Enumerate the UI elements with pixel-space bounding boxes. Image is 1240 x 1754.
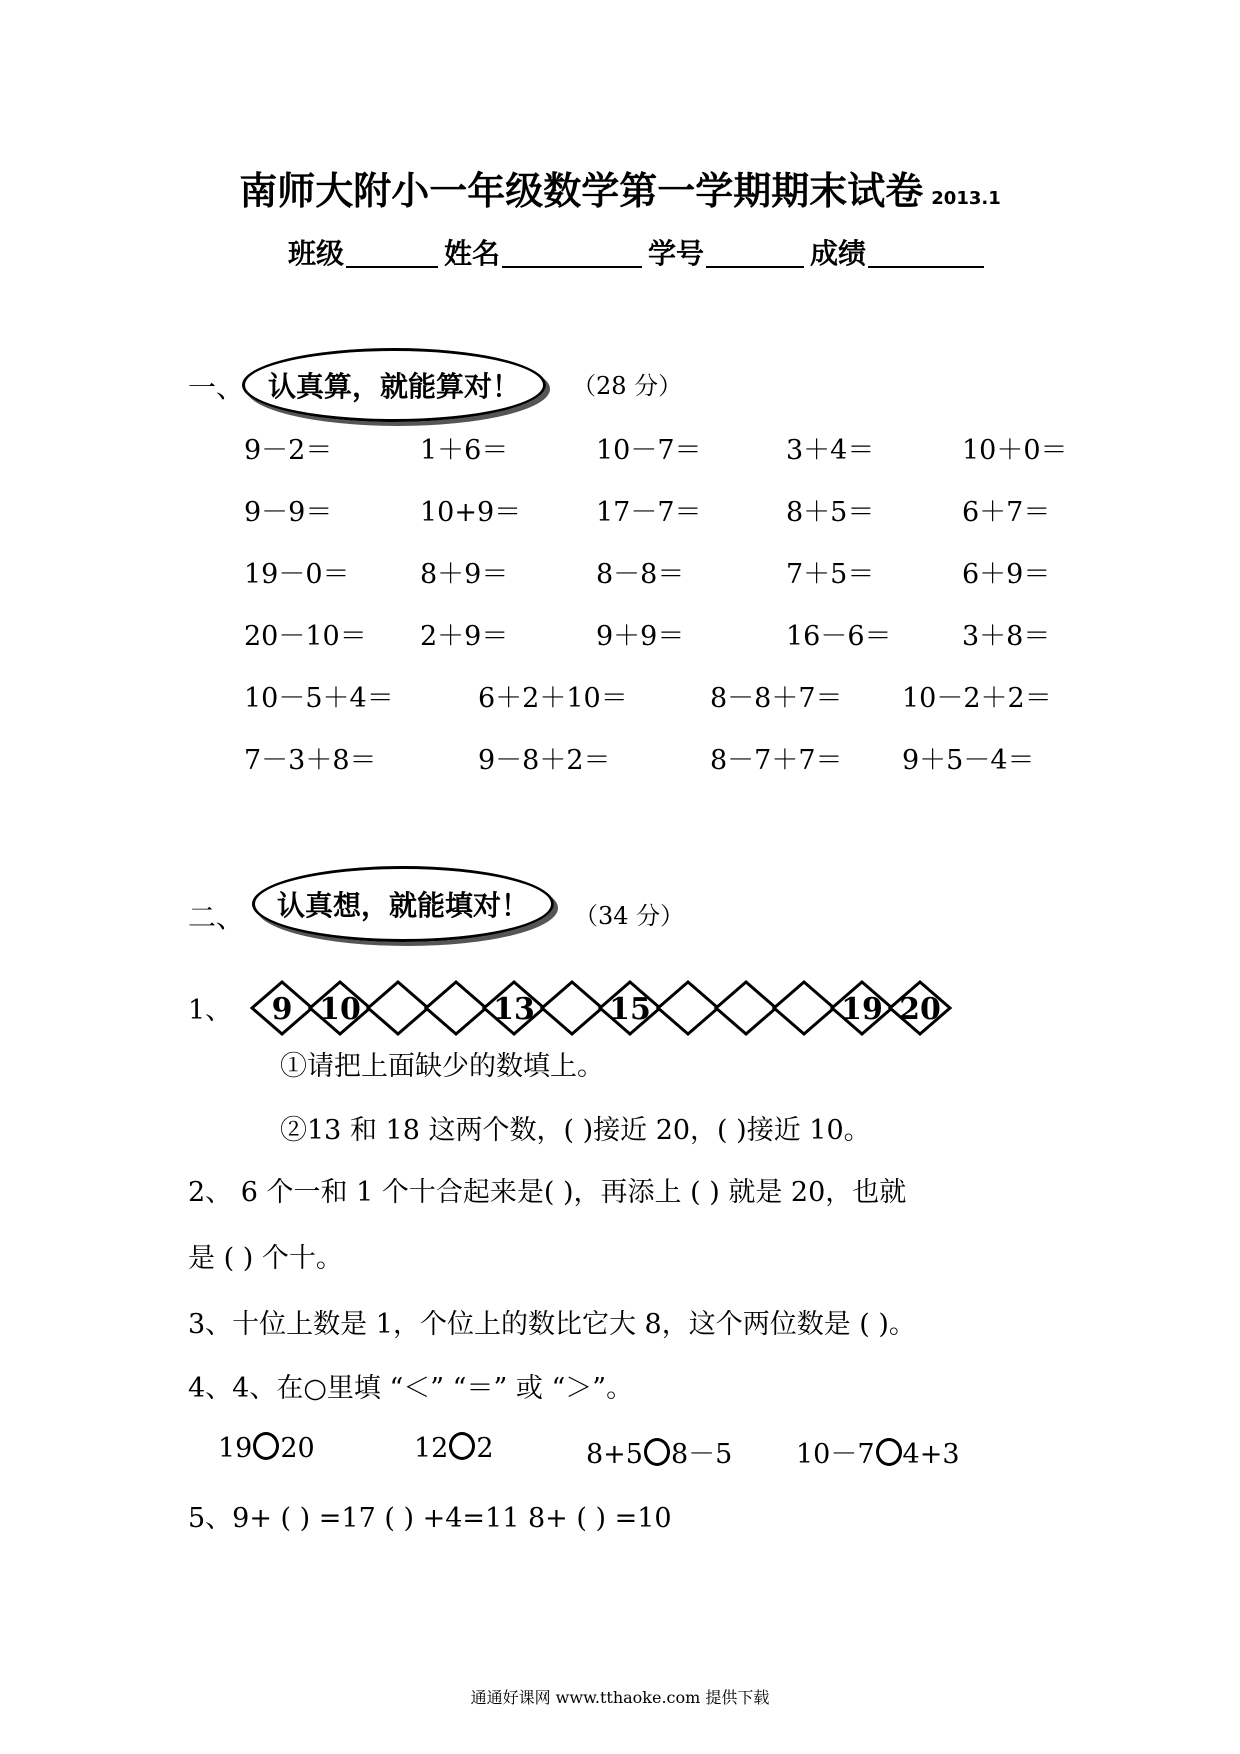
calc-item: 6＋7＝ xyxy=(962,497,1051,528)
diamond-number: 19 xyxy=(841,992,883,1027)
q4-item-1-left: 19 xyxy=(218,1433,253,1464)
calc-item: 8＋9＝ xyxy=(420,559,509,590)
diamond-number: 10 xyxy=(319,992,361,1027)
q4-item-4-left: 10－7 xyxy=(796,1439,875,1470)
number-diamond[interactable] xyxy=(542,982,602,1034)
compare-circle-icon[interactable] xyxy=(253,1432,279,1460)
calc-item: 1＋6＝ xyxy=(420,435,509,466)
calc-item: 9＋9＝ xyxy=(596,621,685,652)
class-blank[interactable] xyxy=(346,236,438,268)
calc-item: 8－8＝ xyxy=(596,559,685,590)
number-blank[interactable] xyxy=(706,236,804,268)
section1-number: 一、 xyxy=(188,371,245,404)
diamond-number: 13 xyxy=(493,992,535,1027)
calc-item: 7＋5＝ xyxy=(786,559,875,590)
calc-item: 10＋0＝ xyxy=(962,435,1068,466)
section1-badge-text: 认真算，就能算对！ xyxy=(267,370,520,403)
q4-item-2-right: 2 xyxy=(476,1433,494,1464)
calc-item: 17－7＝ xyxy=(596,497,702,528)
q4-item-3-left: 8+5 xyxy=(586,1439,643,1470)
number-diamond[interactable] xyxy=(658,982,718,1034)
student-info-row xyxy=(288,232,990,272)
calc-item: 6＋2＋10＝ xyxy=(478,683,628,714)
q4-item-2-left: 12 xyxy=(414,1433,449,1464)
q4-text: 4、4、在○里填 “＜” “＝” 或 “＞”。 xyxy=(188,1373,634,1404)
number-diamond[interactable] xyxy=(774,982,834,1034)
number-diamond[interactable] xyxy=(368,982,428,1034)
number-label: 学号 xyxy=(648,237,705,270)
number-diamond xyxy=(890,982,950,1034)
number-diamond xyxy=(310,982,370,1034)
section2-badge xyxy=(252,866,554,942)
calc-item: 16－6＝ xyxy=(786,621,892,652)
section1-points: （28 分） xyxy=(572,372,683,400)
calc-item: 10－2＋2＝ xyxy=(902,683,1052,714)
diamond-number: 15 xyxy=(609,992,651,1027)
calc-item: 8－7＋7＝ xyxy=(710,745,843,776)
compare-circle-icon[interactable] xyxy=(449,1432,475,1460)
score-blank[interactable] xyxy=(868,236,984,268)
section2-badge-text: 认真想，就能填对！ xyxy=(276,889,529,922)
class-label: 班级 xyxy=(288,237,345,270)
q1-label: 1、 xyxy=(188,995,233,1026)
number-diamond[interactable] xyxy=(716,982,776,1034)
page-title xyxy=(0,160,1240,215)
score-label: 成绩 xyxy=(810,237,867,270)
q4-item-3 xyxy=(586,1432,732,1471)
number-diamond[interactable] xyxy=(426,982,486,1034)
calc-item: 19－0＝ xyxy=(244,559,350,590)
title-text: 南师大附小一年级数学第一学期期末试卷 xyxy=(239,169,924,213)
section2-number: 二、 xyxy=(188,901,245,934)
q1-instruction-2: ②13 和 18 这两个数，( )接近 20，( )接近 10。 xyxy=(280,1115,871,1146)
calc-item: 9－2＝ xyxy=(244,435,333,466)
diamond-shape xyxy=(368,982,428,1034)
q5-text: 5、9+ ( ) =17 ( ) +4=11 8+ ( ) =10 xyxy=(188,1503,672,1534)
calc-item: 3＋4＝ xyxy=(786,435,875,466)
q4-item-1-right: 20 xyxy=(280,1433,315,1464)
calc-item: 10－7＝ xyxy=(596,435,702,466)
diamond-shape xyxy=(774,982,834,1034)
diamond-shape xyxy=(658,982,718,1034)
diamond-shape xyxy=(426,982,486,1034)
q4-item-4 xyxy=(796,1432,960,1471)
compare-circle-icon[interactable] xyxy=(644,1438,670,1466)
calc-item: 2＋9＝ xyxy=(420,621,509,652)
section1-badge xyxy=(242,348,546,422)
calc-item: 9－9＝ xyxy=(244,497,333,528)
calc-item: 9＋5－4＝ xyxy=(902,745,1035,776)
page-footer: 通通好课网 www.tthaoke.com 提供下载 xyxy=(470,1688,770,1707)
q2-line-2: 是 ( ) 个十。 xyxy=(188,1243,343,1274)
diamond-shape xyxy=(542,982,602,1034)
compare-circle-icon[interactable] xyxy=(876,1438,902,1466)
number-diamond xyxy=(832,982,892,1034)
calc-item: 10+9＝ xyxy=(420,497,522,528)
q1-instruction-1: ①请把上面缺少的数填上。 xyxy=(280,1051,604,1082)
q3-text: 3、十位上数是 1，个位上的数比它大 8，这个两位数是 ( )。 xyxy=(188,1309,916,1340)
section2-points: （34 分） xyxy=(574,902,685,930)
number-diamond xyxy=(484,982,544,1034)
q4-item-4-right: 4+3 xyxy=(902,1439,960,1470)
calc-item: 20－10＝ xyxy=(244,621,367,652)
title-year: 2013.1 xyxy=(931,188,1001,209)
calc-item: 8－8＋7＝ xyxy=(710,683,843,714)
number-diamond xyxy=(600,982,660,1034)
calc-item: 10－5＋4＝ xyxy=(244,683,394,714)
diamond-number: 9 xyxy=(271,992,293,1027)
number-diamond xyxy=(252,982,312,1034)
calc-item: 9－8＋2＝ xyxy=(478,745,611,776)
q4-item-2 xyxy=(414,1432,494,1464)
calc-item: 6＋9＝ xyxy=(962,559,1051,590)
name-blank[interactable] xyxy=(502,236,642,268)
calc-item: 3＋8＝ xyxy=(962,621,1051,652)
number-diamond-chain xyxy=(250,976,970,1040)
q4-item-1 xyxy=(218,1432,315,1464)
diamond-number: 20 xyxy=(899,992,941,1027)
q4-item-3-right: 8－5 xyxy=(670,1439,733,1470)
diamond-shape xyxy=(716,982,776,1034)
calc-item: 7－3＋8＝ xyxy=(244,745,377,776)
q2-line-1: 2、 6 个一和 1 个十合起来是( )，再添上 ( ) 就是 20，也就 xyxy=(188,1177,907,1208)
name-label: 姓名 xyxy=(444,237,501,270)
calc-item: 8＋5＝ xyxy=(786,497,875,528)
